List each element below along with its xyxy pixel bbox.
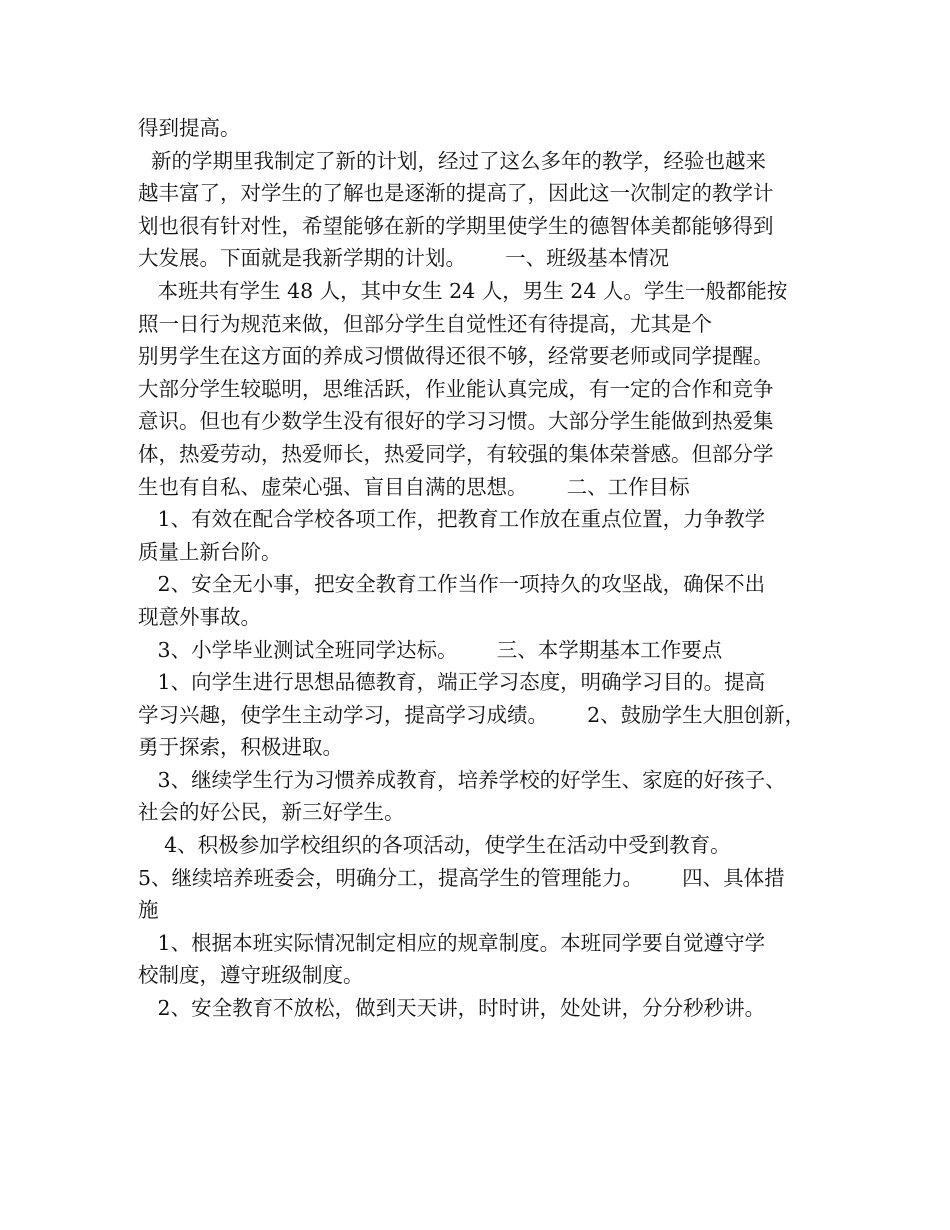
text-line: 新的学期里我制定了新的计划，经过了这么多年的教学，经验也越来 [138,148,767,173]
text-line: 1、向学生进行思想品德教育，端正学习态度，明确学习目的。提高 [138,670,766,695]
text-line: 3、小学毕业测试全班同学达标。 三、本学期基本工作要点 [138,637,723,662]
text-line: 划也很有针对性，希望能够在新的学期里使学生的德智体美都能够得到 [138,213,774,238]
text-line: 意识。但也有少数学生没有很好的学习习惯。大部分学生能做到热爱集 [138,409,774,434]
text-line: 学习兴趣，使学生主动学习，提高学习成绩。 2、鼓励学生大胆创新， [138,702,806,727]
text-line: 现意外事故。 [138,604,261,629]
text-line: 越丰富了，对学生的了解也是逐渐的提高了，因此这一次制定的教学计 [138,181,774,206]
text-line: 3、继续学生行为习惯养成教育，培养学校的好学生、家庭的好孩子、 [138,767,786,792]
text-line: 大部分学生较聪明，思维活跃，作业能认真完成，有一定的合作和竞争 [138,376,774,401]
text-line: 1、有效在配合学校各项工作，把教育工作放在重点位置，力争教学 [138,507,766,532]
text-line: 2、安全无小事，把安全教育工作当作一项持久的攻坚战，确保不出 [138,572,766,597]
text-line: 质量上新台阶。 [138,539,282,564]
text-line: 本班共有学生 48 人，其中女生 24 人，男生 24 人。学生一般都能按 [138,278,788,303]
document-body [138,112,838,1025]
text-line: 2、安全教育不放松，做到天天讲，时时讲，处处讲，分分秒秒讲。 [138,996,766,1021]
text-line: 社会的好公民，新三好学生。 [138,800,405,825]
text-line: 别男学生在这方面的养成习惯做得还很不够，经常要老师或同学提醒。 [138,344,774,369]
text-line: 体，热爱劳动，热爱师长，热爱同学，有较强的集体荣誉感。但部分学 [138,441,774,466]
text-line: 校制度，遵守班级制度。 [138,963,364,988]
text-line: 得到提高。 [138,116,241,140]
text-line: 5、继续培养班委会，明确分工，提高学生的管理能力。 四、具体措 [138,865,785,890]
text-line: 4、积极参加学校组织的各项活动，使学生在活动中受到教育。 [138,833,731,858]
text-line: 1、根据本班实际情况制定相应的规章制度。本班同学要自觉遵守学 [138,930,766,955]
text-line: 照一日行为规范来做，但部分学生自觉性还有待提高，尤其是个 [138,311,712,336]
text-line: 大发展。下面就是我新学期的计划。 一、班级基本情况 [138,246,670,271]
text-line: 生也有自私、虚荣心强、盲目自满的思想。 二、工作目标 [138,474,690,499]
text-line: 施 [138,898,159,923]
text-line: 勇于探索，积极进取。 [138,735,343,760]
